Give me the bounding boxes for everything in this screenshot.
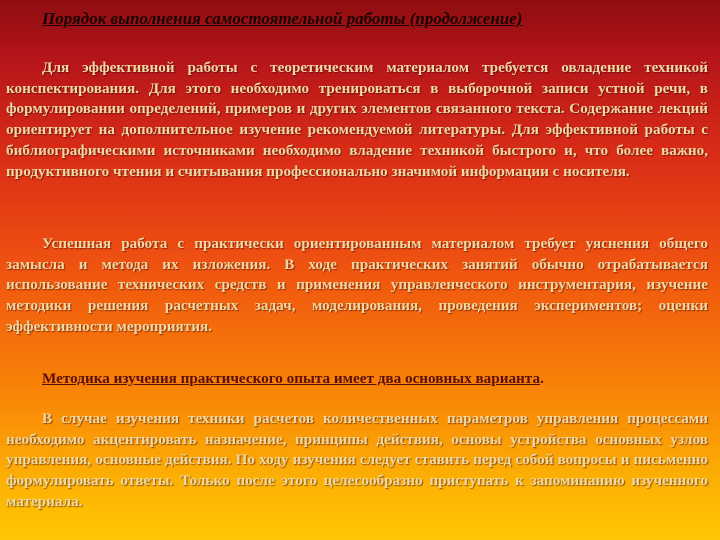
slide-title: Порядок выполнения самостоятельной работы (продолжение)	[42, 9, 523, 28]
paragraph-practice: Успешная работа с практически ориентированным материалом требует уяснения общего замысла и метода их изложения. В ходе практических занятий обычно отрабатывается использование технических средств и применения управленческого инструментария, изучение методики решения расчетных задач, моделирования, проведения экспериментов; оценки эффективности мероприятия.	[6, 235, 708, 335]
subheading-text: Методика изучения практического опыта имеет два основных варианта	[42, 370, 541, 387]
paragraph-theory: Для эффективной работы с теоретическим материалом требуется овладение техникой конспектирования. Для этого необходимо тренироваться в выборочной записи устной речи, в формулировании определений, примеров и других элементов связанного текста. Содержание лекций ориентирует на дополнительное изучение рекомендуемой литературы. Для эффективной работы с библиографическими источниками необходимо владение техникой быстрого и, что более важно, продуктивного чтения и считывания профессионально значимой информации с носителя.	[6, 59, 708, 180]
subheading	[42, 370, 544, 388]
paragraph-calculations: В случае изучения техники расчетов количественных параметров управления процессами необходимо акцентировать назначение, принципы действия, основы устройства основных узлов управления, основные действия. По ходу изучения следует ставить перед собой вопросы и письменно формулировать ответы. Только после этого целесообразно приступать к запоминанию изученного материала.	[6, 410, 708, 510]
subheading-period: .	[540, 370, 544, 387]
